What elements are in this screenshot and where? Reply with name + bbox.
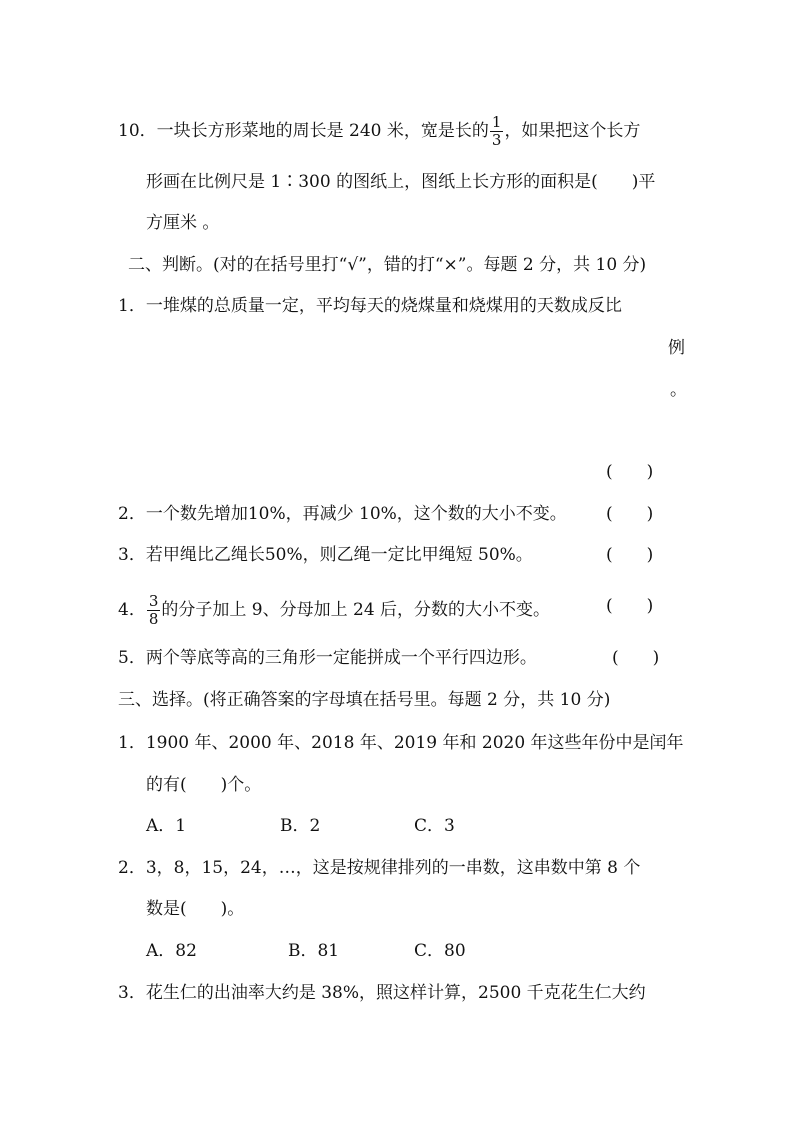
- judge-item-5-answer-bracket[interactable]: ( ): [612, 648, 660, 668]
- fraction-numerator: 3: [148, 592, 159, 610]
- judge-item-3-answer-bracket[interactable]: ( ): [606, 545, 654, 565]
- fraction-one-third: [490, 114, 504, 149]
- judge-item-1-period: 。: [670, 380, 687, 400]
- judge-item-1-tail: 例: [668, 338, 685, 358]
- section-2-title: 二、判断。(对的在括号里打“√”，错的打“×”。每题 2 分，共 10 分): [128, 255, 647, 275]
- fraction-denominator: 8: [148, 610, 159, 628]
- judge-item-4-answer-bracket[interactable]: ( ): [606, 596, 654, 616]
- fraction-three-eighths: [147, 593, 161, 628]
- choice-item-1-option-a[interactable]: A．1: [146, 816, 187, 836]
- judge-item-1-answer-bracket[interactable]: ( ): [606, 462, 654, 482]
- choice-item-1-option-c[interactable]: C．3: [414, 816, 455, 836]
- question-10-text-end: ，如果把这个长方: [504, 121, 641, 141]
- choice-item-2-option-c[interactable]: C．80: [414, 941, 466, 961]
- choice-item-2-line-1: 2．3，8，15，24，…，这是按规律排列的一串数，这串数中第 8 个: [118, 858, 641, 878]
- judge-item-2: 2．一个数先增加10%，再减少 10%，这个数的大小不变。: [118, 504, 567, 524]
- judge-item-2-answer-bracket[interactable]: ( ): [606, 504, 654, 524]
- choice-item-1-line-2: 的有( )个。: [146, 775, 262, 795]
- judge-item-4-text: 的分子加上 9、分母加上 24 后，分数的大小不变。: [161, 600, 551, 620]
- choice-item-3-line-1: 3．花生仁的出油率大约是 38%，照这样计算，2500 千克花生仁大约: [118, 983, 646, 1003]
- choice-item-2-option-b[interactable]: B．81: [288, 941, 340, 961]
- fraction-numerator: 1: [491, 113, 502, 131]
- choice-item-2-option-a[interactable]: A．82: [146, 941, 197, 961]
- judge-item-4: [118, 593, 550, 628]
- question-10-line-1: [118, 114, 640, 149]
- fraction-denominator: 3: [491, 131, 502, 149]
- section-3-title: 三、选择。(将正确答案的字母填在括号里。每题 2 分，共 10 分): [118, 690, 611, 710]
- judge-item-1: 1．一堆煤的总质量一定，平均每天的烧煤量和烧煤用的天数成反比: [118, 296, 622, 316]
- question-10-text-start: 10．一块长方形菜地的周长是 240 米，宽是长的: [118, 121, 489, 141]
- choice-item-1-option-b[interactable]: B．2: [280, 816, 321, 836]
- judge-item-5: 5．两个等底等高的三角形一定能拼成一个平行四边形。: [118, 648, 537, 668]
- question-10-line-3: 方厘米 。: [146, 213, 220, 233]
- choice-item-1-line-1: 1．1900 年、2000 年、2018 年、2019 年和 2020 年这些年份中是闰年: [118, 733, 684, 753]
- judge-item-3: 3．若甲绳比乙绳长50%，则乙绳一定比甲绳短 50%。: [118, 545, 533, 565]
- choice-item-2-line-2: 数是( )。: [146, 899, 245, 919]
- judge-item-4-number: 4．: [118, 600, 146, 620]
- question-10-line-2: 形画在比例尺是 1∶300 的图纸上，图纸上长方形的面积是( )平: [146, 172, 656, 192]
